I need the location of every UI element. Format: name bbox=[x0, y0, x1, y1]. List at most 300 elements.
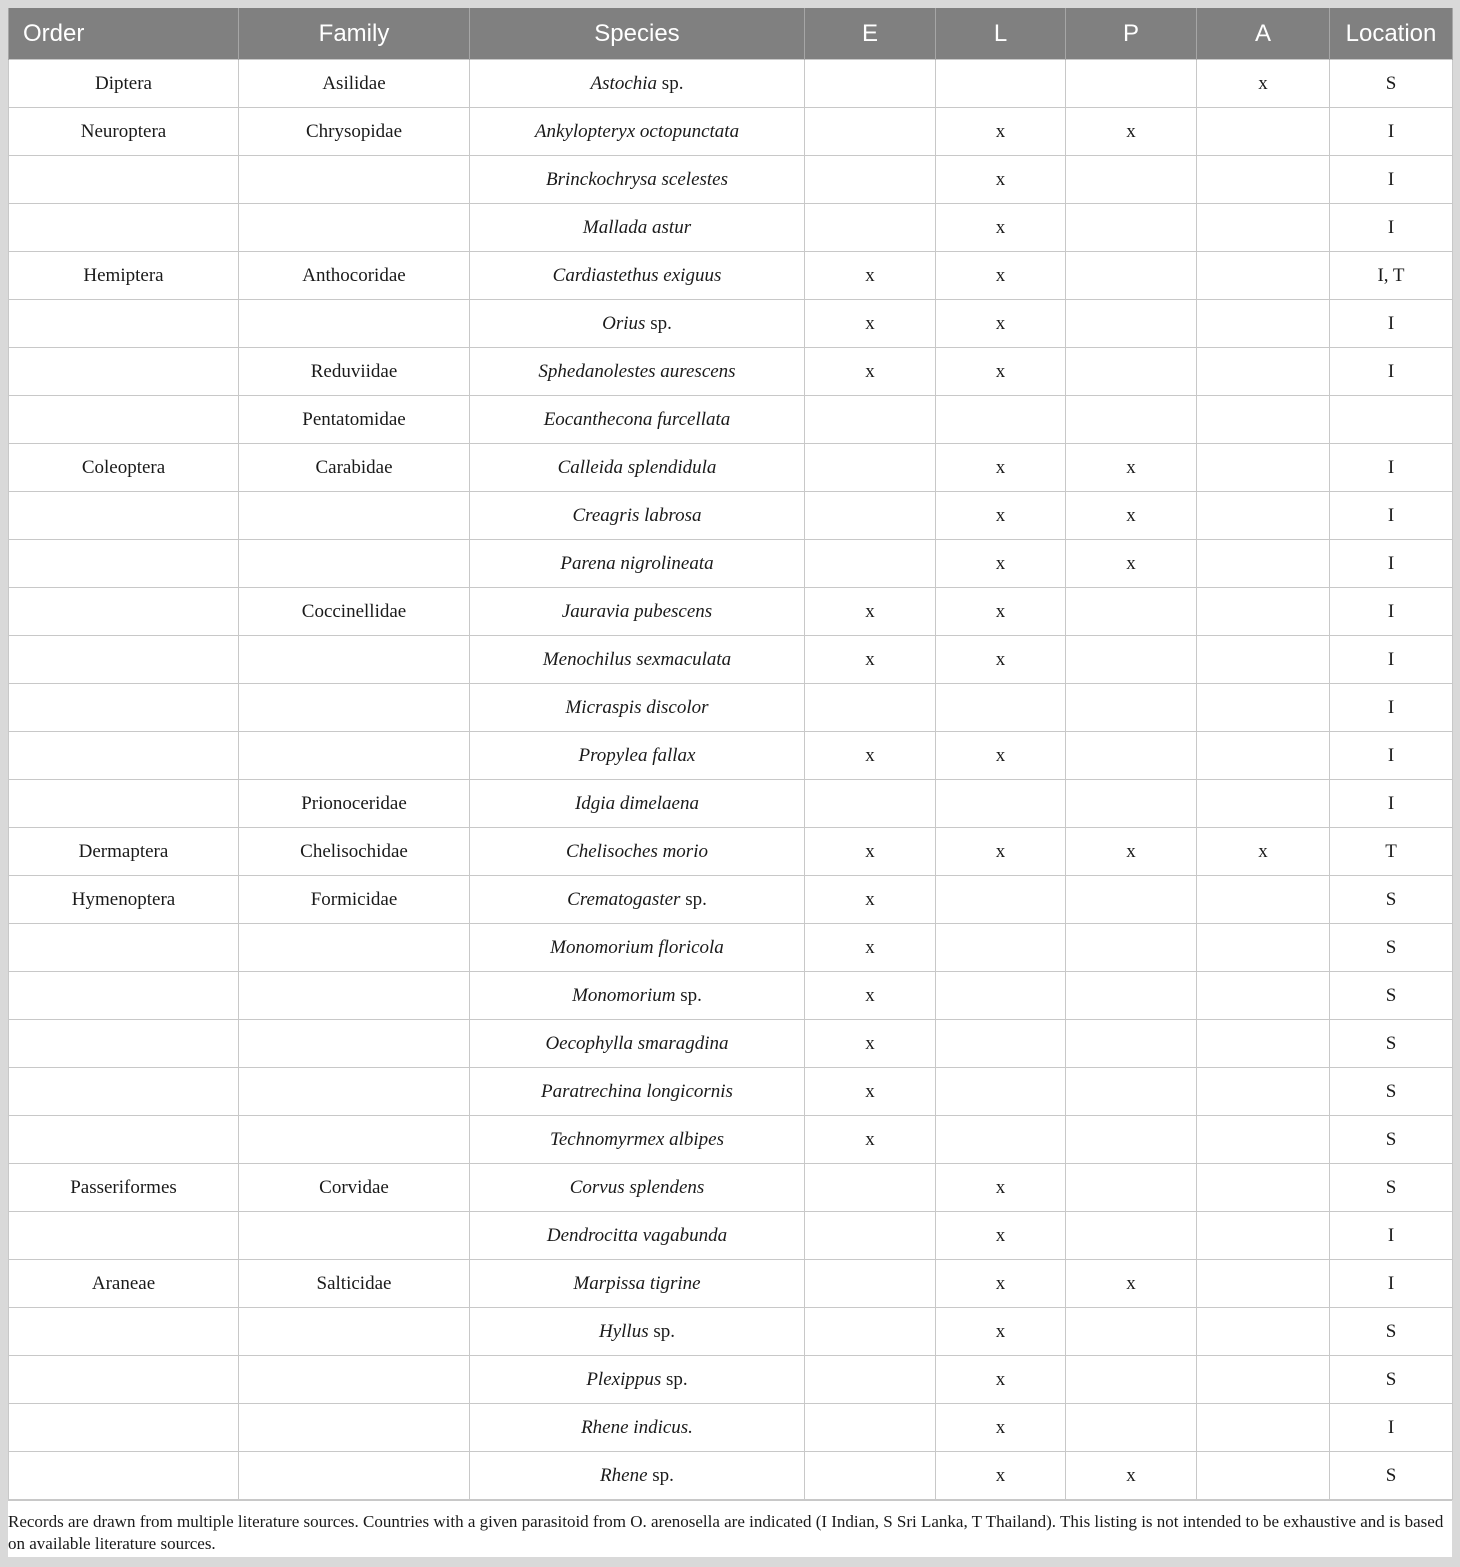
species-cell bbox=[470, 1116, 805, 1164]
adult-cell bbox=[1197, 732, 1330, 780]
location-cell: S bbox=[1330, 1020, 1453, 1068]
table-row bbox=[9, 828, 1453, 876]
table-row bbox=[9, 924, 1453, 972]
pupa-cell bbox=[1066, 60, 1197, 108]
adult-cell bbox=[1197, 780, 1330, 828]
species-name: Propylea fallax bbox=[578, 744, 696, 766]
species-name: Marpissa tigrine bbox=[573, 1272, 701, 1294]
family-cell: Prionoceridae bbox=[239, 780, 470, 828]
species-name: Jauravia pubescens bbox=[561, 600, 713, 622]
order-cell bbox=[9, 636, 239, 684]
larva-cell: x bbox=[936, 1404, 1066, 1452]
species-suffix: sp. bbox=[657, 72, 684, 94]
order-cell bbox=[9, 204, 239, 252]
larva-cell bbox=[936, 684, 1066, 732]
egg-cell: x bbox=[805, 348, 936, 396]
larva-cell bbox=[936, 780, 1066, 828]
location-cell: I bbox=[1330, 156, 1453, 204]
order-cell bbox=[9, 972, 239, 1020]
family-cell bbox=[239, 972, 470, 1020]
family-cell bbox=[239, 1308, 470, 1356]
egg-cell: x bbox=[805, 924, 936, 972]
location-cell: S bbox=[1330, 60, 1453, 108]
species-suffix: sp. bbox=[647, 1464, 674, 1486]
egg-cell bbox=[805, 204, 936, 252]
location-cell: S bbox=[1330, 924, 1453, 972]
location-cell: S bbox=[1330, 1068, 1453, 1116]
adult-cell bbox=[1197, 1308, 1330, 1356]
pupa-cell: x bbox=[1066, 1260, 1197, 1308]
order-cell bbox=[9, 684, 239, 732]
family-cell bbox=[239, 684, 470, 732]
larva-cell: x bbox=[936, 636, 1066, 684]
table-row bbox=[9, 636, 1453, 684]
location-cell: S bbox=[1330, 876, 1453, 924]
species-cell bbox=[470, 156, 805, 204]
egg-cell bbox=[805, 1356, 936, 1404]
location-cell: I bbox=[1330, 348, 1453, 396]
pupa-cell: x bbox=[1066, 540, 1197, 588]
species-cell bbox=[470, 1020, 805, 1068]
pupa-cell bbox=[1066, 1020, 1197, 1068]
header-family: Family bbox=[239, 8, 470, 60]
larva-cell: x bbox=[936, 108, 1066, 156]
header-species: Species bbox=[470, 8, 805, 60]
larva-cell bbox=[936, 1116, 1066, 1164]
species-cell bbox=[470, 828, 805, 876]
species-cell bbox=[470, 684, 805, 732]
adult-cell bbox=[1197, 588, 1330, 636]
larva-cell: x bbox=[936, 348, 1066, 396]
location-cell: I bbox=[1330, 588, 1453, 636]
table-row bbox=[9, 1212, 1453, 1260]
adult-cell: x bbox=[1197, 60, 1330, 108]
species-cell bbox=[470, 108, 805, 156]
species-suffix: sp. bbox=[675, 984, 702, 1006]
species-name: Dendrocitta vagabunda bbox=[546, 1224, 728, 1246]
location-cell: I bbox=[1330, 780, 1453, 828]
species-cell bbox=[470, 1308, 805, 1356]
adult-cell bbox=[1197, 300, 1330, 348]
species-cell bbox=[470, 1404, 805, 1452]
adult-cell bbox=[1197, 108, 1330, 156]
header-location: Location bbox=[1330, 8, 1453, 60]
table-row bbox=[9, 1068, 1453, 1116]
order-cell bbox=[9, 1212, 239, 1260]
species-name: Creagris labrosa bbox=[572, 504, 702, 526]
order-cell bbox=[9, 1452, 239, 1500]
table-row bbox=[9, 1308, 1453, 1356]
order-cell bbox=[9, 732, 239, 780]
species-name: Parena nigrolineata bbox=[560, 552, 714, 574]
larva-cell bbox=[936, 924, 1066, 972]
species-name: Hyllus bbox=[598, 1320, 649, 1342]
table-row bbox=[9, 444, 1453, 492]
family-cell bbox=[239, 1212, 470, 1260]
order-cell bbox=[9, 540, 239, 588]
order-cell: Coleoptera bbox=[9, 444, 239, 492]
larva-cell bbox=[936, 972, 1066, 1020]
larva-cell: x bbox=[936, 300, 1066, 348]
egg-cell bbox=[805, 1164, 936, 1212]
adult-cell bbox=[1197, 444, 1330, 492]
family-cell bbox=[239, 732, 470, 780]
species-name: Crematogaster bbox=[567, 888, 681, 910]
species-name: Technomyrmex albipes bbox=[550, 1128, 724, 1150]
species-name: Eocanthecona furcellata bbox=[543, 408, 731, 430]
adult-cell bbox=[1197, 1260, 1330, 1308]
pupa-cell bbox=[1066, 1212, 1197, 1260]
egg-cell: x bbox=[805, 732, 936, 780]
family-cell: Reduviidae bbox=[239, 348, 470, 396]
location-cell: S bbox=[1330, 1308, 1453, 1356]
species-cell bbox=[470, 1212, 805, 1260]
table-row bbox=[9, 1452, 1453, 1500]
adult-cell bbox=[1197, 492, 1330, 540]
species-name: Rhene indicus. bbox=[581, 1416, 693, 1438]
pupa-cell: x bbox=[1066, 1452, 1197, 1500]
family-cell bbox=[239, 540, 470, 588]
adult-cell bbox=[1197, 156, 1330, 204]
pupa-cell bbox=[1066, 156, 1197, 204]
location-cell: I bbox=[1330, 444, 1453, 492]
species-name: Mallada astur bbox=[582, 216, 692, 238]
egg-cell bbox=[805, 156, 936, 204]
location-cell: I bbox=[1330, 732, 1453, 780]
table-row bbox=[9, 684, 1453, 732]
order-cell bbox=[9, 1020, 239, 1068]
location-cell: I bbox=[1330, 684, 1453, 732]
species-cell bbox=[470, 396, 805, 444]
larva-cell: x bbox=[936, 1308, 1066, 1356]
egg-cell bbox=[805, 60, 936, 108]
species-cell bbox=[470, 252, 805, 300]
species-cell bbox=[470, 972, 805, 1020]
larva-cell: x bbox=[936, 444, 1066, 492]
adult-cell bbox=[1197, 540, 1330, 588]
table-row bbox=[9, 492, 1453, 540]
adult-cell bbox=[1197, 1068, 1330, 1116]
egg-cell bbox=[805, 1260, 936, 1308]
larva-cell: x bbox=[936, 732, 1066, 780]
egg-cell: x bbox=[805, 300, 936, 348]
adult-cell bbox=[1197, 972, 1330, 1020]
table-row bbox=[9, 1164, 1453, 1212]
larva-cell bbox=[936, 60, 1066, 108]
species-name: Calleida splendidula bbox=[557, 456, 717, 478]
species-name: Cardiastethus exiguus bbox=[552, 264, 722, 286]
order-cell bbox=[9, 492, 239, 540]
location-cell: I bbox=[1330, 1260, 1453, 1308]
larva-cell bbox=[936, 1068, 1066, 1116]
location-cell: T bbox=[1330, 828, 1453, 876]
species-cell bbox=[470, 1068, 805, 1116]
family-cell bbox=[239, 1068, 470, 1116]
table-row bbox=[9, 732, 1453, 780]
pupa-cell bbox=[1066, 1116, 1197, 1164]
table-footnote: Records are drawn from multiple literature sources. Countries with a given parasitoid from O. arenosella are indicated (I Indian, S Sri Lanka, T Thailand). This listing is not intended to be exhaustive and is based on available literature sources. bbox=[8, 1500, 1452, 1557]
species-name: Corvus splendens bbox=[569, 1176, 705, 1198]
header-l: L bbox=[936, 8, 1066, 60]
species-name: Plexippus bbox=[586, 1368, 662, 1390]
family-cell bbox=[239, 1452, 470, 1500]
location-cell: I bbox=[1330, 300, 1453, 348]
species-cell bbox=[470, 588, 805, 636]
order-cell: Hymenoptera bbox=[9, 876, 239, 924]
adult-cell bbox=[1197, 348, 1330, 396]
pupa-cell bbox=[1066, 636, 1197, 684]
adult-cell bbox=[1197, 1356, 1330, 1404]
adult-cell bbox=[1197, 636, 1330, 684]
location-cell: I bbox=[1330, 108, 1453, 156]
family-cell bbox=[239, 156, 470, 204]
table-row bbox=[9, 780, 1453, 828]
egg-cell bbox=[805, 444, 936, 492]
egg-cell: x bbox=[805, 636, 936, 684]
species-name: Menochilus sexmaculata bbox=[542, 648, 732, 670]
header-a: A bbox=[1197, 8, 1330, 60]
adult-cell bbox=[1197, 252, 1330, 300]
family-cell bbox=[239, 1356, 470, 1404]
egg-cell bbox=[805, 780, 936, 828]
order-cell: Diptera bbox=[9, 60, 239, 108]
species-suffix: sp. bbox=[645, 312, 672, 334]
adult-cell bbox=[1197, 876, 1330, 924]
pupa-cell bbox=[1066, 684, 1197, 732]
egg-cell bbox=[805, 492, 936, 540]
table-row bbox=[9, 348, 1453, 396]
location-cell: I, T bbox=[1330, 252, 1453, 300]
table-row bbox=[9, 396, 1453, 444]
species-name: Astochia bbox=[590, 72, 658, 94]
species-name: Idgia dimelaena bbox=[574, 792, 699, 814]
order-cell: Dermaptera bbox=[9, 828, 239, 876]
larva-cell: x bbox=[936, 252, 1066, 300]
adult-cell bbox=[1197, 1404, 1330, 1452]
location-cell: I bbox=[1330, 636, 1453, 684]
larva-cell bbox=[936, 1020, 1066, 1068]
table-row bbox=[9, 876, 1453, 924]
order-cell: Passeriformes bbox=[9, 1164, 239, 1212]
family-cell bbox=[239, 492, 470, 540]
species-name: Orius bbox=[602, 312, 646, 334]
species-name: Chelisoches morio bbox=[566, 840, 708, 862]
order-cell bbox=[9, 300, 239, 348]
species-cell bbox=[470, 540, 805, 588]
pupa-cell bbox=[1066, 972, 1197, 1020]
table-row bbox=[9, 1260, 1453, 1308]
location-cell bbox=[1330, 396, 1453, 444]
table-row bbox=[9, 1020, 1453, 1068]
table-row bbox=[9, 1404, 1453, 1452]
species-name: Paratrechina longicornis bbox=[541, 1080, 733, 1102]
order-cell: Neuroptera bbox=[9, 108, 239, 156]
species-cell bbox=[470, 204, 805, 252]
species-cell bbox=[470, 60, 805, 108]
pupa-cell bbox=[1066, 876, 1197, 924]
egg-cell: x bbox=[805, 828, 936, 876]
larva-cell: x bbox=[936, 492, 1066, 540]
egg-cell bbox=[805, 1452, 936, 1500]
adult-cell bbox=[1197, 1020, 1330, 1068]
order-cell bbox=[9, 1404, 239, 1452]
table-row bbox=[9, 300, 1453, 348]
pupa-cell bbox=[1066, 780, 1197, 828]
location-cell: I bbox=[1330, 1212, 1453, 1260]
predator-table bbox=[8, 8, 1453, 1500]
species-name: Micraspis discolor bbox=[565, 696, 709, 718]
table-row bbox=[9, 108, 1453, 156]
order-cell bbox=[9, 348, 239, 396]
order-cell bbox=[9, 396, 239, 444]
pupa-cell bbox=[1066, 732, 1197, 780]
species-name: Brinckochrysa scelestes bbox=[545, 168, 729, 190]
family-cell: Coccinellidae bbox=[239, 588, 470, 636]
family-cell: Formicidae bbox=[239, 876, 470, 924]
egg-cell: x bbox=[805, 252, 936, 300]
order-cell: Araneae bbox=[9, 1260, 239, 1308]
pupa-cell bbox=[1066, 588, 1197, 636]
egg-cell bbox=[805, 540, 936, 588]
species-cell bbox=[470, 1164, 805, 1212]
family-cell bbox=[239, 1404, 470, 1452]
species-cell bbox=[470, 1452, 805, 1500]
table-row bbox=[9, 588, 1453, 636]
species-cell bbox=[470, 732, 805, 780]
egg-cell bbox=[805, 1212, 936, 1260]
egg-cell: x bbox=[805, 972, 936, 1020]
order-cell bbox=[9, 1308, 239, 1356]
location-cell: I bbox=[1330, 204, 1453, 252]
larva-cell bbox=[936, 876, 1066, 924]
species-name: Monomorium floricola bbox=[550, 936, 724, 958]
family-cell bbox=[239, 1116, 470, 1164]
adult-cell bbox=[1197, 396, 1330, 444]
family-cell: Asilidae bbox=[239, 60, 470, 108]
table-row bbox=[9, 1116, 1453, 1164]
adult-cell bbox=[1197, 924, 1330, 972]
table-row bbox=[9, 540, 1453, 588]
pupa-cell bbox=[1066, 348, 1197, 396]
family-cell bbox=[239, 636, 470, 684]
pupa-cell bbox=[1066, 1404, 1197, 1452]
egg-cell bbox=[805, 108, 936, 156]
pupa-cell: x bbox=[1066, 108, 1197, 156]
family-cell: Pentatomidae bbox=[239, 396, 470, 444]
egg-cell bbox=[805, 396, 936, 444]
pupa-cell bbox=[1066, 300, 1197, 348]
table-body bbox=[9, 60, 1453, 1500]
egg-cell bbox=[805, 684, 936, 732]
species-name: Monomorium bbox=[572, 984, 676, 1006]
family-cell bbox=[239, 204, 470, 252]
adult-cell: x bbox=[1197, 828, 1330, 876]
pupa-cell bbox=[1066, 1164, 1197, 1212]
header-row bbox=[9, 8, 1453, 60]
table-row bbox=[9, 972, 1453, 1020]
location-cell: S bbox=[1330, 1356, 1453, 1404]
adult-cell bbox=[1197, 204, 1330, 252]
egg-cell: x bbox=[805, 588, 936, 636]
family-cell: Carabidae bbox=[239, 444, 470, 492]
species-name: Oecophylla smaragdina bbox=[545, 1032, 729, 1054]
location-cell: I bbox=[1330, 492, 1453, 540]
location-cell: S bbox=[1330, 1164, 1453, 1212]
species-cell bbox=[470, 1260, 805, 1308]
table-row bbox=[9, 156, 1453, 204]
order-cell bbox=[9, 156, 239, 204]
species-name: Rhene bbox=[600, 1464, 648, 1486]
table-row bbox=[9, 252, 1453, 300]
pupa-cell: x bbox=[1066, 444, 1197, 492]
pupa-cell bbox=[1066, 924, 1197, 972]
pupa-cell bbox=[1066, 252, 1197, 300]
location-cell: I bbox=[1330, 1404, 1453, 1452]
family-cell: Corvidae bbox=[239, 1164, 470, 1212]
pupa-cell: x bbox=[1066, 828, 1197, 876]
larva-cell: x bbox=[936, 156, 1066, 204]
table-row bbox=[9, 60, 1453, 108]
egg-cell: x bbox=[805, 1068, 936, 1116]
species-cell bbox=[470, 300, 805, 348]
pupa-cell bbox=[1066, 1308, 1197, 1356]
egg-cell: x bbox=[805, 1020, 936, 1068]
pupa-cell bbox=[1066, 396, 1197, 444]
family-cell: Salticidae bbox=[239, 1260, 470, 1308]
order-cell bbox=[9, 780, 239, 828]
order-cell: Hemiptera bbox=[9, 252, 239, 300]
location-cell: S bbox=[1330, 1116, 1453, 1164]
egg-cell bbox=[805, 1308, 936, 1356]
larva-cell: x bbox=[936, 1356, 1066, 1404]
pupa-cell: x bbox=[1066, 492, 1197, 540]
pupa-cell bbox=[1066, 1068, 1197, 1116]
adult-cell bbox=[1197, 1164, 1330, 1212]
family-cell bbox=[239, 1020, 470, 1068]
header-e: E bbox=[805, 8, 936, 60]
larva-cell: x bbox=[936, 1212, 1066, 1260]
family-cell: Chelisochidae bbox=[239, 828, 470, 876]
adult-cell bbox=[1197, 684, 1330, 732]
table-row bbox=[9, 204, 1453, 252]
species-name: Ankylopteryx octopunctata bbox=[534, 120, 740, 142]
larva-cell: x bbox=[936, 204, 1066, 252]
adult-cell bbox=[1197, 1212, 1330, 1260]
species-name: Sphedanolestes aurescens bbox=[538, 360, 736, 382]
larva-cell: x bbox=[936, 1452, 1066, 1500]
predator-table-panel bbox=[8, 8, 1452, 1557]
species-suffix: sp. bbox=[680, 888, 707, 910]
header-p: P bbox=[1066, 8, 1197, 60]
order-cell bbox=[9, 1356, 239, 1404]
location-cell: S bbox=[1330, 972, 1453, 1020]
egg-cell bbox=[805, 1404, 936, 1452]
adult-cell bbox=[1197, 1116, 1330, 1164]
species-cell bbox=[470, 876, 805, 924]
pupa-cell bbox=[1066, 204, 1197, 252]
larva-cell: x bbox=[936, 828, 1066, 876]
species-cell bbox=[470, 348, 805, 396]
family-cell bbox=[239, 300, 470, 348]
egg-cell: x bbox=[805, 1116, 936, 1164]
species-cell bbox=[470, 924, 805, 972]
species-cell bbox=[470, 492, 805, 540]
egg-cell: x bbox=[805, 876, 936, 924]
order-cell bbox=[9, 1116, 239, 1164]
species-cell bbox=[470, 1356, 805, 1404]
pupa-cell bbox=[1066, 1356, 1197, 1404]
species-suffix: sp. bbox=[648, 1320, 675, 1342]
